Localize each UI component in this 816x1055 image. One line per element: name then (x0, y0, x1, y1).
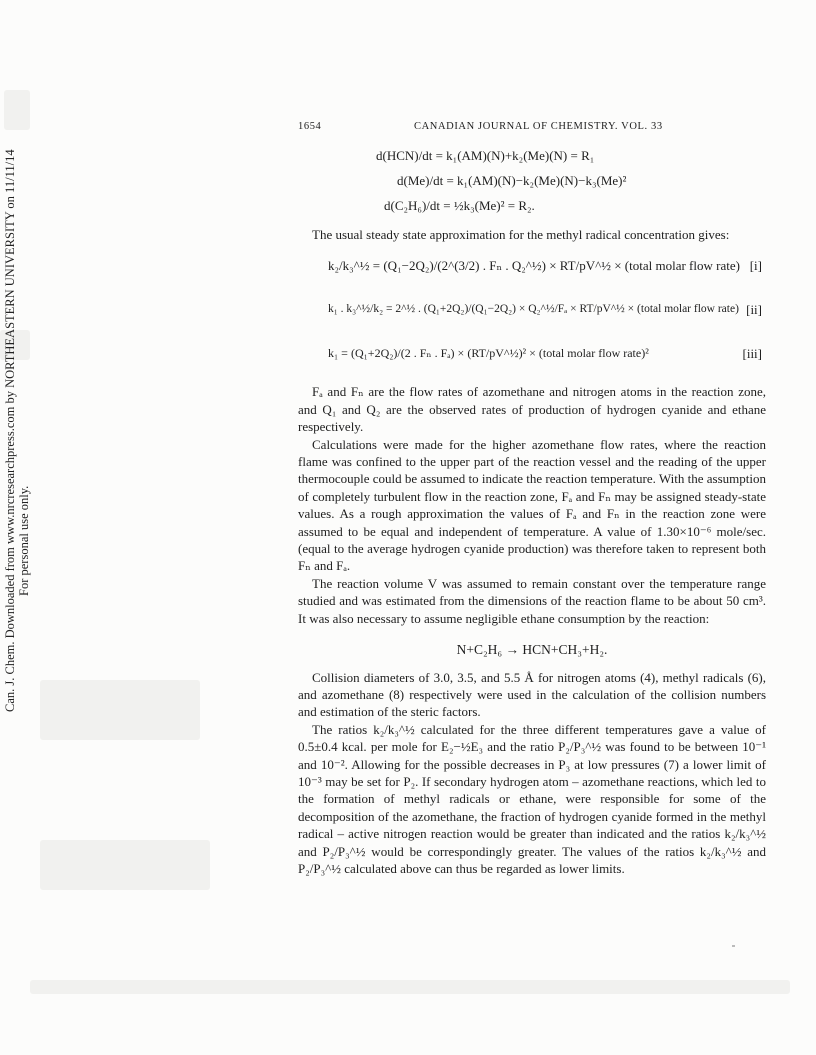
scan-smudge (30, 980, 790, 994)
rate-equation-methyl: d(Me)/dt = k₁(AM)(N)−k₂(Me)(N)−k₃(Me)² (397, 173, 627, 188)
intro-paragraph: The usual steady state approximation for the methyl radical concentration gives: (312, 227, 730, 242)
formula-ii-text: k₁ . k₃^½/k₂ = 2^½ . (Q₁+2Q₂)/(Q₁−2Q₂) × Q₂^½/Fₐ × RT/pV^½ × (total molar flow rate) (328, 303, 739, 316)
scan-smudge (40, 840, 210, 890)
scan-smudge (40, 680, 200, 740)
paragraph-ratios: The ratios k₂/k₃^½ calculated for the three different temperatures gave a value of 0.5±0.4 kcal. per mole for E₂−½E₃ and the ratio P₂/P₃^½ was found to be between 10⁻¹ and 10⁻². Allowing for the possible decreases in P₃ at low pressures (7) a lower limit of 10⁻³ may be set for P₂. If secondary hydrogen atom – azomethane reactions, which led to the formation of methyl radicals or ethane, were responsible for some of the decomposition of the azomethane, the fraction of hydrogen cyanide formed in the methyl radical – active nitrogen reaction would be greater than indicated and the ratios k₂/k₃^½ and P₂/P₃^½ would be correspondingly greater. The values of the ratios k₂/k₃^½ and P₂/P₃^½ calculated above can thus be regarded as lower limits. (298, 721, 766, 876)
rate-equation-ethane: d(C₂H₆)/dt = ½k₃(Me)² = R₂. (384, 198, 535, 213)
running-header (298, 118, 766, 134)
formula-iii-tag: [iii] (742, 346, 762, 362)
paragraph-collision-diameters: Collision diameters of 3.0, 3.5, and 5.5 Å for nitrogen atoms (4), methyl radicals (6), and azomethane (8) respectively were used in the calculation of the collision numbers and estimation of the steric factors. (298, 669, 766, 720)
reaction-equation: N+C₂H₆ → HCN+CH₃+H₂. (456, 642, 608, 658)
page-body (298, 118, 766, 877)
paragraph-reaction-volume: The reaction volume V was assumed to remain constant over the temperature range studied and was estimated from the dimensions of the reaction flame to be about 50 cm³. It was also necessary to assume negligible ethane consumption by the reaction: (298, 575, 766, 626)
page-number: 1654 (298, 121, 322, 132)
journal-title: CANADIAN JOURNAL OF CHEMISTRY. VOL. 33 (414, 121, 663, 132)
scan-speck (732, 945, 735, 947)
rate-equation-hcn: d(HCN)/dt = k₁(AM)(N)+k₂(Me)(N) = R₁ (376, 148, 595, 163)
formula-i (298, 247, 766, 287)
formula-i-text: k₂/k₃^½ = (Q₁−2Q₂)/(2^(3/2) . Fₙ . Q₂^½) × RT/pV^½ × (total molar flow rate) (328, 258, 740, 274)
formula-i-tag: [i] (749, 258, 762, 274)
formula-iii-text: k₁ = (Q₁+2Q₂)/(2 . Fₙ . Fₐ) × (RT/pV^½)² × (total molar flow rate)² (328, 346, 649, 361)
watermark-line-1: Can. J. Chem. Downloaded from www.nrcresearchpress.com by NORTHEASTERN UNIVERSITY on 11/11/14 (3, 149, 17, 712)
paragraph-flow-rates: Fₐ and Fₙ are the flow rates of azomethane and nitrogen atoms in the reaction zone, and Q₁ and Q₂ are the observed rates of production of hydrogen cyanide and ethane respectively. (298, 384, 766, 435)
paragraph-calculations: Calculations were made for the higher azomethane flow rates, where the reaction flame was confined to the upper part of the reaction vessel and the reading of the upper thermocouple could be assumed to indicate the reaction temperature. With the assumption of completely turbulent flow in the reaction zone, Fₐ and Fₙ may be assigned steady-state values. As a rough approximation the values of Fₐ and Fₙ in the reaction zone were assumed to be equal and independent of temperature. A value of 1.30×10⁻⁶ mole/sec. (equal to the average hydrogen cyanide production) was therefore taken to represent both Fₙ and Fₐ. (298, 436, 766, 574)
watermark-line-2: For personal use only. (17, 485, 31, 596)
download-watermark (2, 0, 46, 1055)
formula-ii-tag: [ii] (746, 302, 762, 318)
formula-ii (298, 291, 766, 331)
formula-iii (298, 335, 766, 375)
